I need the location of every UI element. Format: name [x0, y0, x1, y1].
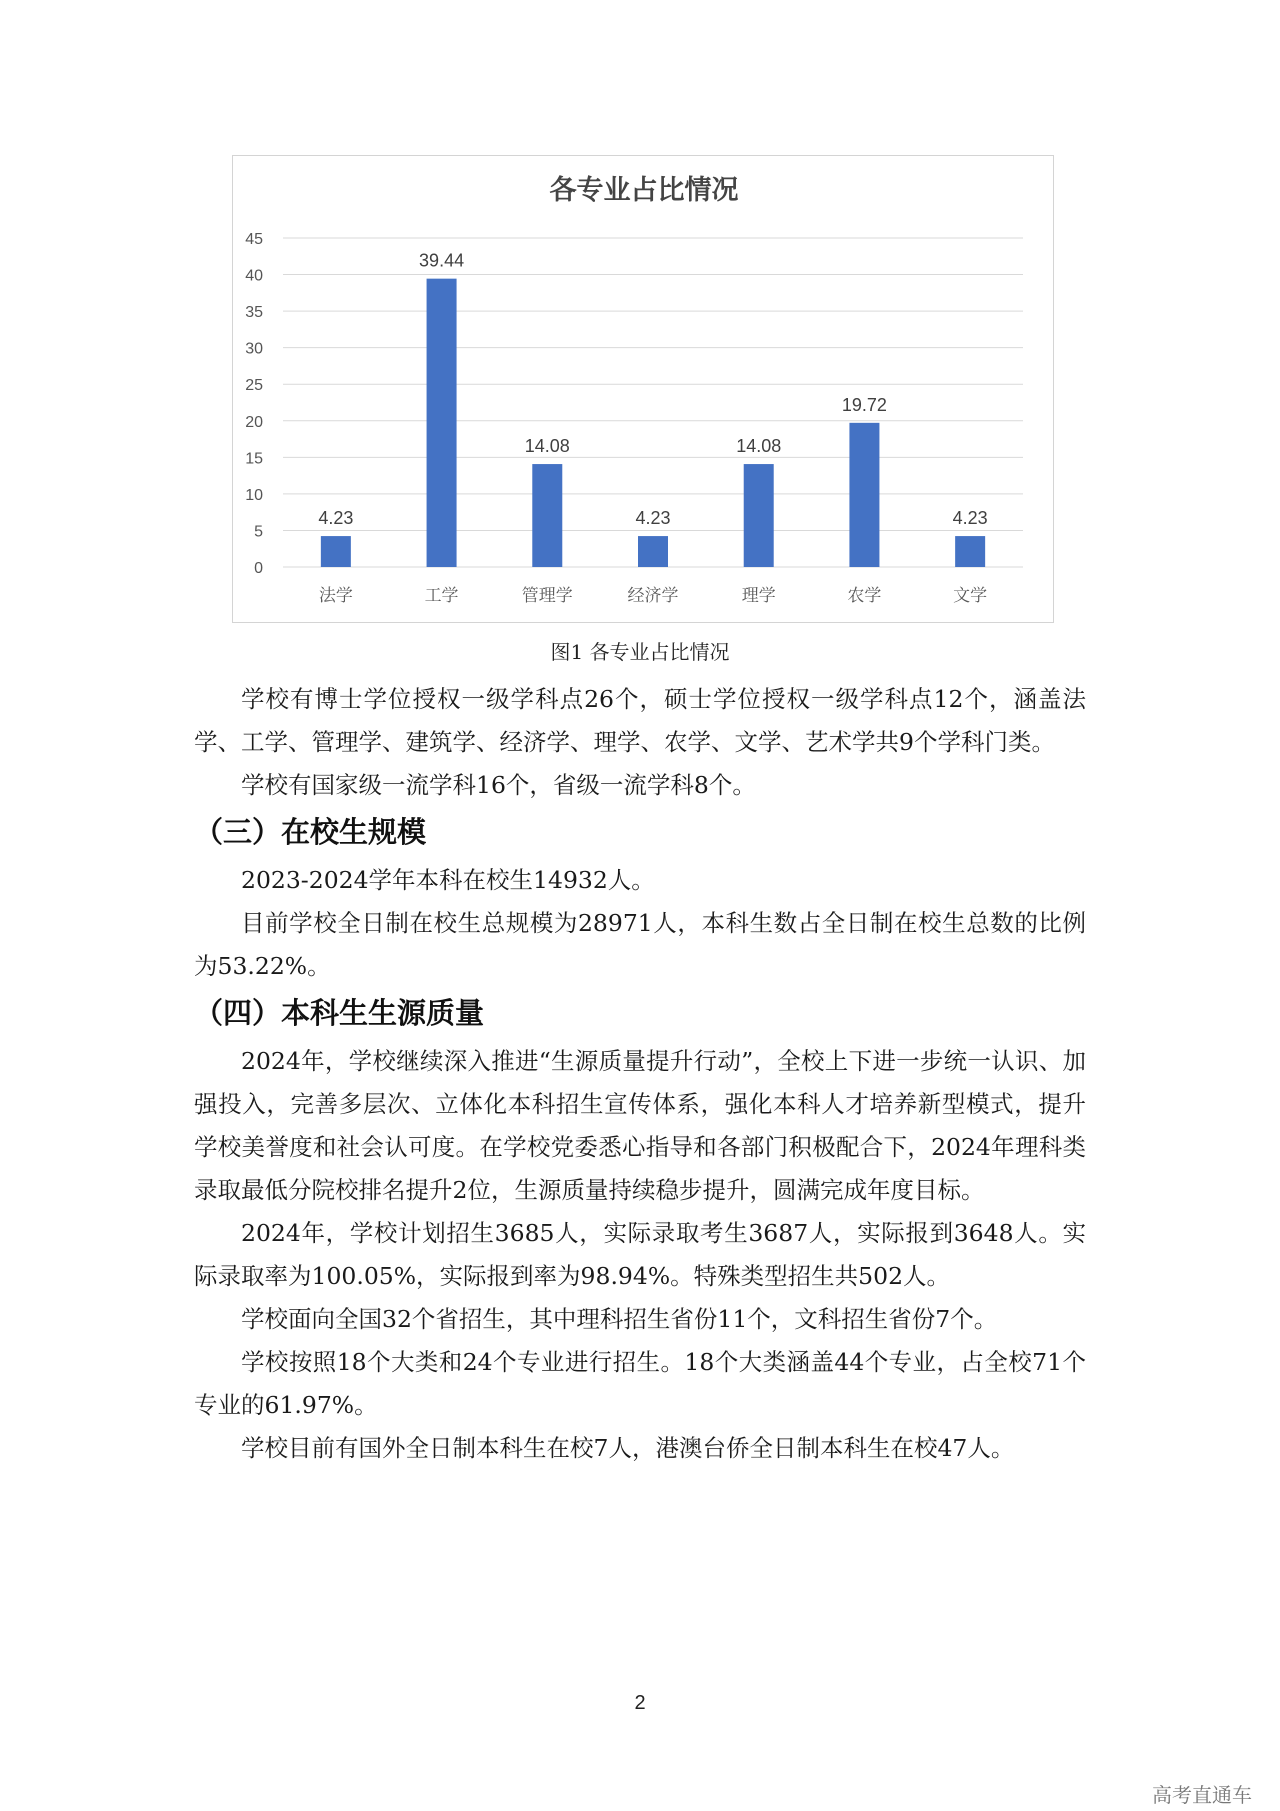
page-number: 2: [634, 1692, 646, 1714]
chart-x-axis: [319, 586, 987, 606]
paragraph-quality-action: 2024年，学校继续深入推进“生源质量提升行动”，全校上下进一步统一认识、加强投入，完善多层次、立体化本科招生宣传体系，强化本科人才培养新型模式，提升学校美誉度和社会认可度。在学校党委悉心指导和各部门积极配合下，2024年理科类录取最低分院校排名提升2位，生源质量持续稳步提升，圆满完成年度目标。: [194, 1047, 1086, 1204]
bar-6: [849, 423, 879, 567]
data-label: 4.23: [635, 508, 671, 529]
x-category-label: 理学: [741, 586, 776, 606]
chart-bars: [318, 251, 987, 567]
y-tick-label: 45: [245, 231, 263, 248]
paragraph-degree-programs: 学校有博士学位授权一级学科点26个，硕士学位授权一级学科点12个，涵盖法学、工学、管理学、建筑学、经济学、理学、农学、文学、艺术学共9个学科门类。: [194, 685, 1086, 756]
data-label: 4.23: [952, 508, 988, 529]
x-category-label: 管理学: [521, 586, 573, 606]
paragraph-provinces: 学校面向全国32个省招生，其中理科招生省份11个，文科招生省份7个。: [241, 1305, 998, 1333]
paragraph-majors: 学校按照18个大类和24个专业进行招生。18个大类涵盖44个专业，占全校71个专业的61.97%。: [194, 1348, 1086, 1419]
y-tick-label: 30: [245, 340, 263, 358]
x-category-label: 工学: [424, 586, 459, 606]
x-category-label: 经济学: [627, 586, 679, 606]
data-label: 14.08: [736, 436, 782, 457]
y-tick-label: 0: [254, 560, 263, 577]
bar-4: [638, 536, 668, 567]
data-label: 14.08: [524, 436, 570, 457]
paragraph-international-students: 学校目前有国外全日制本科生在校7人，港澳台侨全日制本科生在校47人。: [241, 1434, 1015, 1462]
data-label: 39.44: [419, 250, 465, 271]
data-label: 19.72: [841, 394, 887, 415]
bar-3: [532, 464, 562, 567]
section-heading-enrollment-scale: （三）在校生规模: [194, 815, 427, 849]
section-heading-student-quality: （四）本科生生源质量: [194, 996, 485, 1030]
y-tick-label: 10: [245, 486, 263, 504]
paragraph-admission-numbers: 2024年，学校计划招生3685人，实际录取考生3687人，实际报到3648人。实际录取率为100.05%，实际报到率为98.94%。特殊类型招生共502人。: [194, 1219, 1086, 1290]
paragraph-first-class-disciplines: 学校有国家级一流学科16个，省级一流学科8个。: [241, 771, 756, 799]
bar-7: [955, 536, 985, 567]
y-tick-label: 20: [245, 413, 263, 431]
y-tick-label: 35: [245, 304, 263, 322]
chart-title: 各专业占比情况: [549, 175, 739, 206]
y-tick-label: 5: [254, 523, 263, 541]
data-label: 4.23: [318, 508, 354, 529]
y-tick-label: 40: [245, 267, 263, 285]
chart-canvas: [233, 156, 1055, 624]
x-category-label: 法学: [318, 586, 353, 606]
y-tick-label: 25: [245, 377, 263, 395]
bar-chart: [232, 155, 1054, 623]
y-tick-label: 15: [245, 450, 263, 468]
bar-1: [321, 536, 351, 567]
figure-caption: 图1 各专业占比情况: [550, 640, 730, 664]
x-category-label: 农学: [847, 586, 882, 606]
chart-y-axis: [245, 231, 263, 577]
watermark-logo-text: 高考直通车: [1152, 1783, 1252, 1807]
bar-5: [744, 464, 774, 567]
x-category-label: 文学: [953, 586, 988, 606]
paragraph-total-students: 目前学校全日制在校生总规模为28971人，本科生数占全日制在校生总数的比例为53.22%。: [194, 909, 1086, 980]
paragraph-undergraduate-count: 2023-2024学年本科在校生14932人。: [241, 866, 655, 894]
bar-2: [427, 279, 457, 567]
body-text: [194, 678, 1086, 1470]
